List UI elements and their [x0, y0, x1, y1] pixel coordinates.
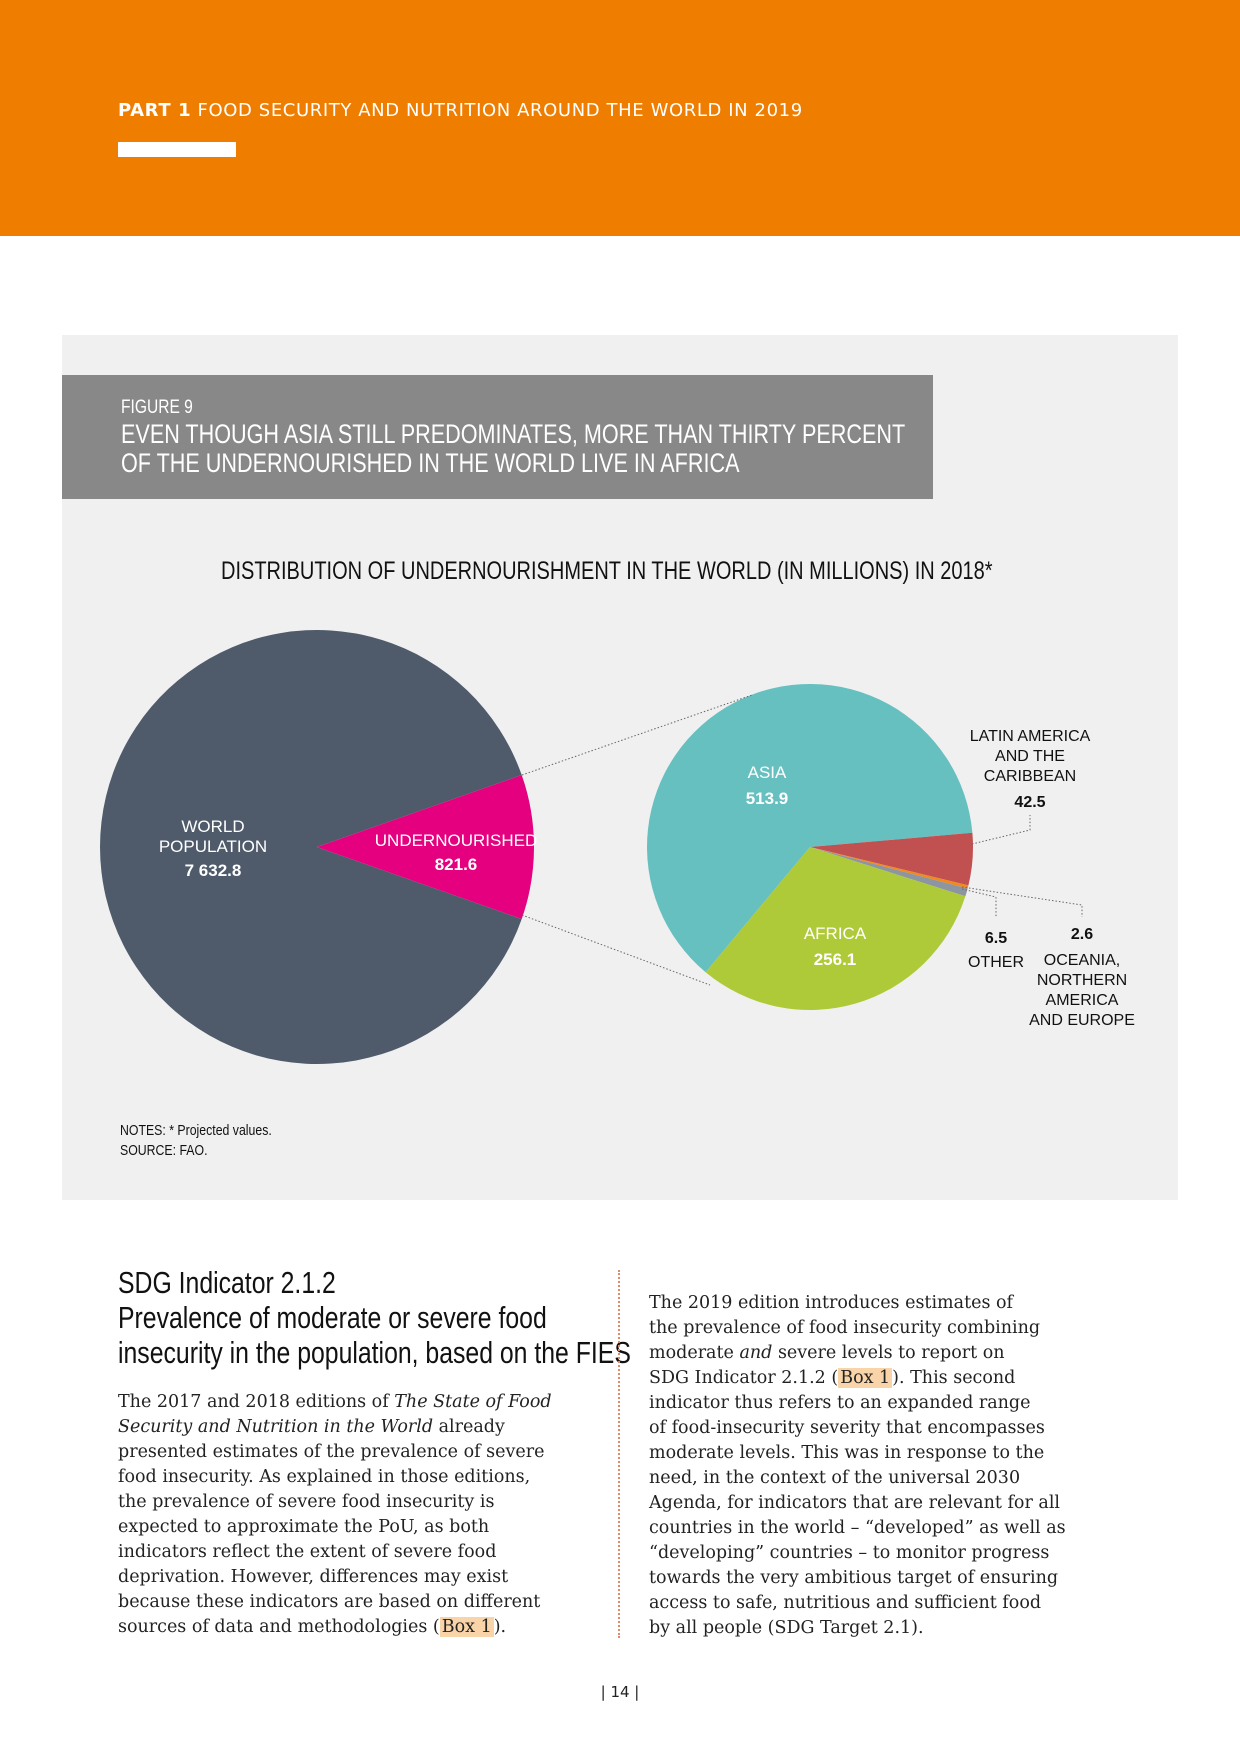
- emphasis: and: [739, 1343, 773, 1363]
- left-text: ).: [493, 1617, 507, 1637]
- left-line: the prevalence of severe food insecurity is: [118, 1492, 495, 1512]
- right-text: severe levels to report on: [772, 1343, 1005, 1363]
- part-title: FOOD SECURITY AND NUTRITION AROUND THE WORLD IN 2019: [197, 100, 803, 121]
- box-1-link[interactable]: Box 1: [441, 1617, 492, 1637]
- right-line: moderate levels. This was in response to the: [649, 1443, 1045, 1463]
- other-leader: [962, 889, 996, 917]
- latam-label-1: LATIN AMERICA: [969, 728, 1091, 745]
- chart-title: DISTRIBUTION OF UNDERNOURISHMENT IN THE WORLD (IN MILLIONS) IN 2018*: [221, 557, 993, 585]
- publication-title: The State of Food: [394, 1392, 552, 1412]
- right-line: The 2019 edition introduces estimates of: [649, 1293, 1014, 1313]
- other-value: 6.5: [984, 930, 1008, 947]
- breakdown-pie: [647, 684, 973, 1010]
- left-text: sources of data and methodologies (: [118, 1617, 440, 1637]
- oceania-label-1: OCEANIA,: [1043, 952, 1121, 969]
- other-label: OTHER: [968, 954, 1024, 971]
- latam-label-2: AND THE: [995, 748, 1065, 765]
- page-number: | 14 |: [600, 1683, 640, 1701]
- world-label-1: WORLD: [181, 817, 245, 836]
- right-text: SDG Indicator 2.1.2 (: [649, 1368, 839, 1388]
- asia-label: ASIA: [747, 763, 787, 782]
- column-divider: [618, 1270, 620, 1638]
- right-line: Agenda, for indicators that are relevant for all: [649, 1493, 1061, 1513]
- figure-title-line-2: OF THE UNDERNOURISHED IN THE WORLD LIVE IN AFRICA: [121, 448, 740, 478]
- right-line: of food-insecurity severity that encompasses: [649, 1418, 1045, 1438]
- section-heading-line-3: insecurity in the population, based on the FIES: [118, 1335, 631, 1370]
- right-line: towards the very ambitious target of ensuring: [649, 1568, 1059, 1588]
- undernourished-value: 821.6: [434, 855, 478, 874]
- africa-value: 256.1: [813, 950, 857, 969]
- right-line: need, in the context of the universal 2030: [649, 1468, 1021, 1488]
- left-line: food insecurity. As explained in those editions,: [118, 1467, 531, 1487]
- section-heading: [118, 1265, 631, 1370]
- right-line: countries in the world – “developed” as well as: [649, 1518, 1066, 1538]
- right-text: ). This second: [892, 1368, 1016, 1388]
- left-line: presented estimates of the prevalence of severe: [118, 1442, 545, 1462]
- notes-text: NOTES: * Projected values.: [120, 1122, 272, 1139]
- undernourished-label: UNDERNOURISHED: [374, 831, 538, 850]
- left-line: [118, 1390, 552, 1415]
- oceania-leader: [962, 887, 1082, 917]
- left-line: [118, 1615, 552, 1640]
- asia-value: 513.9: [745, 789, 789, 808]
- right-line: [649, 1366, 1066, 1391]
- box-1-link[interactable]: Box 1: [840, 1368, 891, 1388]
- figure-title-line-1: EVEN THOUGH ASIA STILL PREDOMINATES, MORE THAN THIRTY PERCENT: [121, 419, 906, 449]
- right-line: by all people (SDG Target 2.1).: [649, 1618, 924, 1638]
- latam-leader: [972, 815, 1030, 844]
- right-line: access to safe, nutritious and sufficient food: [649, 1593, 1042, 1613]
- oceania-value: 2.6: [1070, 926, 1094, 943]
- latam-value: 42.5: [1014, 794, 1046, 811]
- section-heading-line-1: SDG Indicator 2.1.2: [118, 1265, 336, 1300]
- right-paragraph: [649, 1291, 1066, 1641]
- right-line: indicator thus refers to an expanded range: [649, 1393, 1031, 1413]
- left-line: because these indicators are based on different: [118, 1592, 541, 1612]
- source-text: SOURCE: FAO.: [120, 1142, 208, 1159]
- right-line: the prevalence of food insecurity combining: [649, 1318, 1041, 1338]
- left-line: deprivation. However, differences may exist: [118, 1567, 509, 1587]
- left-text: already: [433, 1417, 505, 1437]
- left-line: expected to approximate the PoU, as both: [118, 1517, 490, 1537]
- right-text: moderate: [649, 1343, 740, 1363]
- oceania-label-2: NORTHERN: [1036, 972, 1128, 989]
- left-line: [118, 1415, 552, 1440]
- right-line: [649, 1341, 1066, 1366]
- part-label: PART 1: [118, 100, 192, 121]
- section-heading-line-2: Prevalence of moderate or severe food: [118, 1300, 547, 1335]
- figure-notes: [120, 1121, 272, 1161]
- left-paragraph: [118, 1390, 552, 1640]
- africa-label: AFRICA: [803, 924, 867, 943]
- oceania-label-3: AMERICA: [1045, 992, 1119, 1009]
- latam-label-3: CARIBBEAN: [983, 768, 1077, 785]
- oceania-label-4: AND EUROPE: [1029, 1012, 1135, 1029]
- publication-title: Security and Nutrition in the World: [118, 1417, 434, 1437]
- world-label-2: POPULATION: [158, 837, 268, 856]
- figure-number: FIGURE 9: [121, 397, 193, 418]
- right-line: “developing” countries – to monitor progress: [649, 1543, 1050, 1563]
- left-text: The 2017 and 2018 editions of: [118, 1392, 395, 1412]
- left-line: indicators reflect the extent of severe food: [118, 1542, 497, 1562]
- world-value: 7 632.8: [184, 861, 242, 880]
